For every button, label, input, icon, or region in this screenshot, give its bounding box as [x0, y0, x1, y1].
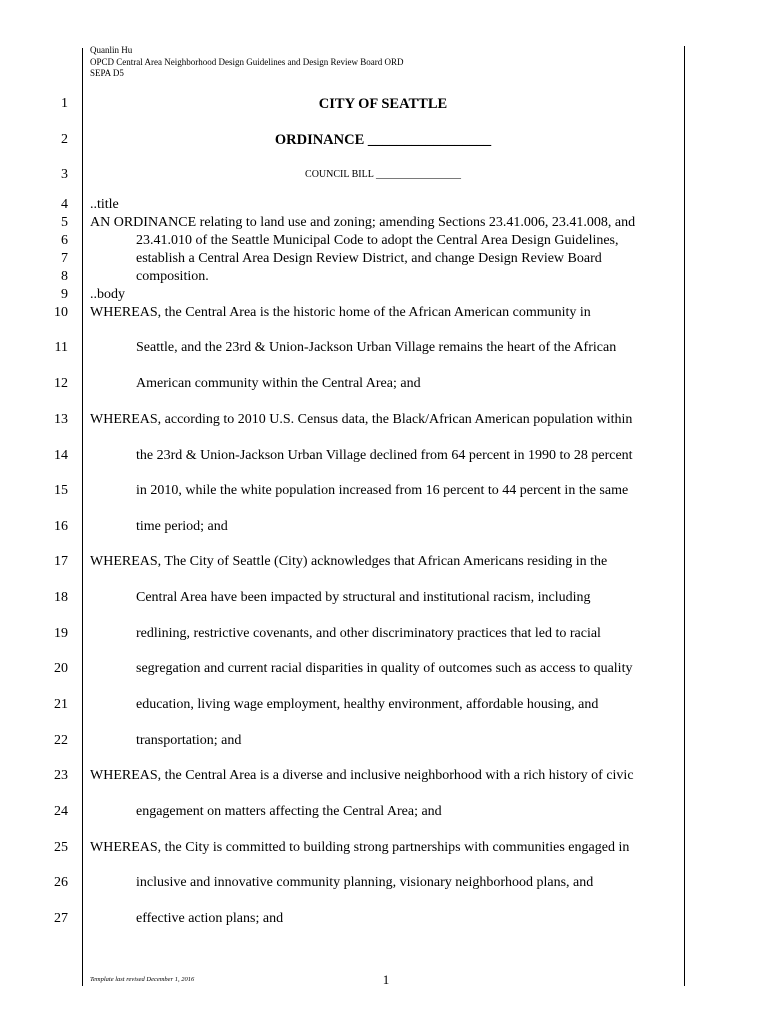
line-number: 17 — [54, 554, 68, 569]
recital-line: in 2010, while the white population increased from 16 percent to 44 percent in the same — [136, 483, 629, 498]
line-number: 4 — [61, 197, 68, 212]
recital-line: transportation; and — [136, 733, 242, 748]
line-number: 1 — [61, 96, 68, 111]
line-number: 16 — [54, 519, 68, 534]
right-margin-rule — [684, 46, 685, 986]
line-number: 19 — [54, 626, 68, 641]
recital-line: WHEREAS, the Central Area is a diverse and inclusive neighborhood with a rich history of civic — [90, 768, 634, 783]
line-number: 14 — [54, 448, 68, 463]
ordinance-title-line: 23.41.010 of the Seattle Municipal Code to adopt the Central Area Design Guidelines, — [136, 233, 619, 248]
line-number: 12 — [54, 376, 68, 391]
line-number: 24 — [54, 804, 68, 819]
ordinance-title-line: composition. — [136, 269, 209, 284]
document-header — [90, 45, 403, 80]
recital-line: Central Area have been impacted by structural and institutional racism, including — [136, 590, 591, 605]
recital-line: redlining, restrictive covenants, and other discriminatory practices that led to racial — [136, 626, 601, 641]
page-number: 1 — [382, 972, 390, 987]
line-number: 7 — [61, 251, 68, 266]
line-number: 6 — [61, 233, 68, 248]
line-number: 10 — [54, 305, 68, 320]
header-title: OPCD Central Area Neighborhood Design Guidelines and Design Review Board ORD — [90, 56, 404, 67]
left-margin-rule — [82, 48, 83, 986]
recital-line: the 23rd & Union-Jackson Urban Village declined from 64 percent in 1990 to 28 percent — [136, 448, 633, 463]
line-number: 11 — [54, 340, 68, 355]
line-number: 21 — [54, 697, 68, 712]
body-marker: ..body — [90, 287, 125, 302]
line-number: 26 — [54, 875, 68, 890]
line-number: 3 — [61, 167, 68, 182]
recital-line: American community within the Central Area; and — [136, 376, 421, 391]
recital-line: education, living wage employment, healthy environment, affordable housing, and — [136, 697, 599, 712]
line-number: 9 — [61, 287, 68, 302]
recital-line: engagement on matters affecting the Central Area; and — [136, 804, 442, 819]
header-sepa: SEPA D5 — [90, 68, 124, 78]
line-number: 8 — [61, 269, 68, 284]
recital-line: segregation and current racial disparities in quality of outcomes such as access to quality — [136, 661, 633, 676]
recital-line: effective action plans; and — [136, 911, 284, 926]
recital-line: inclusive and innovative community planning, visionary neighborhood plans, and — [136, 875, 594, 890]
recital-line: time period; and — [136, 519, 228, 534]
line-number: 20 — [54, 661, 68, 676]
line-number: 15 — [54, 483, 68, 498]
header-author: Quanlin Hu — [90, 45, 133, 55]
line-number: 22 — [54, 733, 68, 748]
ordinance-title-line: establish a Central Area Design Review District, and change Design Review Board — [136, 251, 602, 266]
template-revision-note: Template last revised December 1, 2016 — [90, 976, 195, 983]
ordinance-heading: ORDINANCE _________________ — [274, 132, 492, 148]
line-number: 23 — [54, 768, 68, 783]
ordinance-title-line: AN ORDINANCE relating to land use and zoning; amending Sections 23.41.006, 23.41.008, and — [90, 215, 636, 230]
line-number: 2 — [61, 132, 68, 147]
title-marker: ..title — [90, 197, 119, 212]
recital-line: WHEREAS, the Central Area is the historic home of the African American community in — [90, 305, 591, 320]
city-heading: CITY OF SEATTLE — [318, 96, 448, 112]
recital-line: WHEREAS, The City of Seattle (City) acknowledges that African Americans residing in the — [90, 554, 608, 569]
recital-line: Seattle, and the 23rd & Union-Jackson Urban Village remains the heart of the African — [136, 340, 617, 355]
line-number: 18 — [54, 590, 68, 605]
council-bill-heading: COUNCIL BILL _________________ — [305, 169, 461, 180]
recital-line: WHEREAS, according to 2010 U.S. Census data, the Black/African American population within — [90, 412, 633, 427]
line-number: 5 — [61, 215, 68, 230]
line-number: 25 — [54, 840, 68, 855]
line-number: 27 — [54, 911, 68, 926]
recital-line: WHEREAS, the City is committed to building strong partnerships with communities engaged in — [90, 840, 630, 855]
line-number: 13 — [54, 412, 68, 427]
